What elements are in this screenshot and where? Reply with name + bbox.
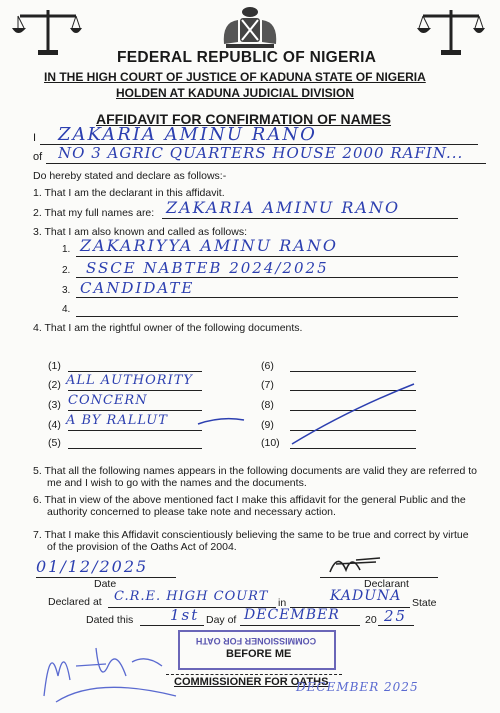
declarant-name-handwriting: ZAKARIA AMINU RANO (58, 124, 317, 145)
document-line (68, 448, 202, 449)
of-label: of (33, 151, 43, 163)
document-number: (7) (261, 379, 274, 391)
address-handwriting: NO 3 AGRIC QUARTERS HOUSE 2000 RAFIN... (58, 144, 464, 162)
date-label: Date (94, 578, 117, 590)
year-prefix: 20 (365, 614, 377, 626)
alias-line (76, 316, 458, 317)
declared-at-label: Declared at (48, 596, 102, 608)
document-number: (5) (48, 437, 61, 449)
commissioner-label: COMMISSIONER FOR OATHS (174, 676, 329, 688)
alias-number: 2. (62, 265, 71, 276)
day-handwriting: 1st (170, 606, 200, 624)
alias-number: 1. (62, 244, 71, 255)
month-line (240, 625, 360, 626)
document-number: (2) (48, 379, 61, 391)
alias-number: 3. (62, 285, 71, 296)
declarant-label: Declarant (364, 578, 409, 590)
before-me-label: BEFORE ME (226, 648, 292, 660)
state-handwriting: KADUNA (330, 588, 402, 604)
dated-this-label: Dated this (86, 614, 134, 626)
coat-of-arms-icon (218, 4, 282, 52)
month-handwriting: DECEMBER (244, 607, 340, 623)
document-line (68, 390, 202, 391)
declaration-statement: Do hereby stated and declare as follows:- (33, 170, 227, 182)
document-handwriting: CONCERN (68, 393, 148, 408)
state-label: State (412, 597, 437, 609)
address-line (46, 163, 486, 164)
in-label: in (278, 597, 287, 609)
item-4: 4. That I am the rightful owner of the following documents. (33, 322, 303, 334)
commissioner-line (166, 674, 342, 675)
year-handwriting: 25 (384, 607, 408, 625)
alias-handwriting: SSCE NABTEB 2024/2025 (86, 259, 329, 277)
document-line (68, 371, 202, 372)
document-number: (3) (48, 399, 61, 411)
document-number: (8) (261, 399, 274, 411)
day-of-label: Day of (206, 614, 237, 626)
alias-handwriting: ZAKARIYYA AMINU RANO (80, 236, 338, 255)
item-6: 6. That in view of the above mentioned fact I make this affidavit for the general Public and the authority concerned to please take note and necessary action. (33, 494, 466, 518)
i-label: I (33, 132, 37, 144)
strike-through-mark (196, 414, 246, 428)
alias-line (76, 277, 458, 278)
document-line (68, 430, 202, 431)
alias-line (76, 256, 458, 257)
full-names-handwriting: ZAKARIA AMINU RANO (166, 198, 401, 217)
document-number: (6) (261, 360, 274, 372)
alias-number: 4. (62, 304, 71, 315)
strike-through-mark (288, 380, 418, 450)
division-name: HOLDEN AT KADUNA JUDICIAL DIVISION (116, 86, 355, 100)
document-number: (10) (261, 437, 280, 449)
alias-handwriting: CANDIDATE (80, 279, 195, 297)
bottom-date-handwriting: DECEMBER 2025 (296, 680, 419, 694)
date-handwriting: 01/12/2025 (36, 557, 149, 576)
stamp-text: COMMISSIONER FOR OATH (195, 636, 317, 646)
item-2-label: 2. That my full names are: (33, 207, 155, 219)
item-5: 5. That all the following names appears in the following documents are valid they are referred to me and I wish to go with the names and the documents. (33, 465, 477, 489)
republic-title: FEDERAL REPUBLIC OF NIGERIA (117, 49, 377, 66)
commissioner-signature (36, 636, 186, 706)
document-title: AFFIDAVIT FOR CONFIRMATION OF NAMES (96, 111, 392, 127)
alias-line (76, 297, 458, 298)
item-1: 1. That I am the declarant in this affidavit. (33, 187, 225, 199)
document-handwriting: ALL AUTHORITY (66, 373, 193, 388)
document-handwriting: A BY RALLUT (66, 413, 168, 428)
document-number: (4) (48, 419, 61, 431)
day-line (140, 625, 204, 626)
scales-of-justice-left-icon (10, 6, 86, 58)
scales-of-justice-right-icon (413, 6, 489, 58)
declarant-signature (326, 550, 386, 578)
document-number: (1) (48, 360, 61, 372)
year-line (378, 625, 414, 626)
court-name: IN THE HIGH COURT OF JUSTICE OF KADUNA STATE OF NIGERIA (44, 70, 426, 84)
document-number: (9) (261, 419, 274, 431)
document-line (68, 410, 202, 411)
declared-at-handwriting: C.R.E. HIGH COURT (114, 589, 269, 604)
item-3: 3. That I am also known and called as follows: (33, 226, 248, 238)
item-7: 7. That I make this Affidavit conscientiously believing the same to be true and correct by virtue of the provision of the Oaths Act of 2004. (33, 529, 469, 553)
full-names-line (162, 218, 458, 219)
document-line (290, 371, 416, 372)
